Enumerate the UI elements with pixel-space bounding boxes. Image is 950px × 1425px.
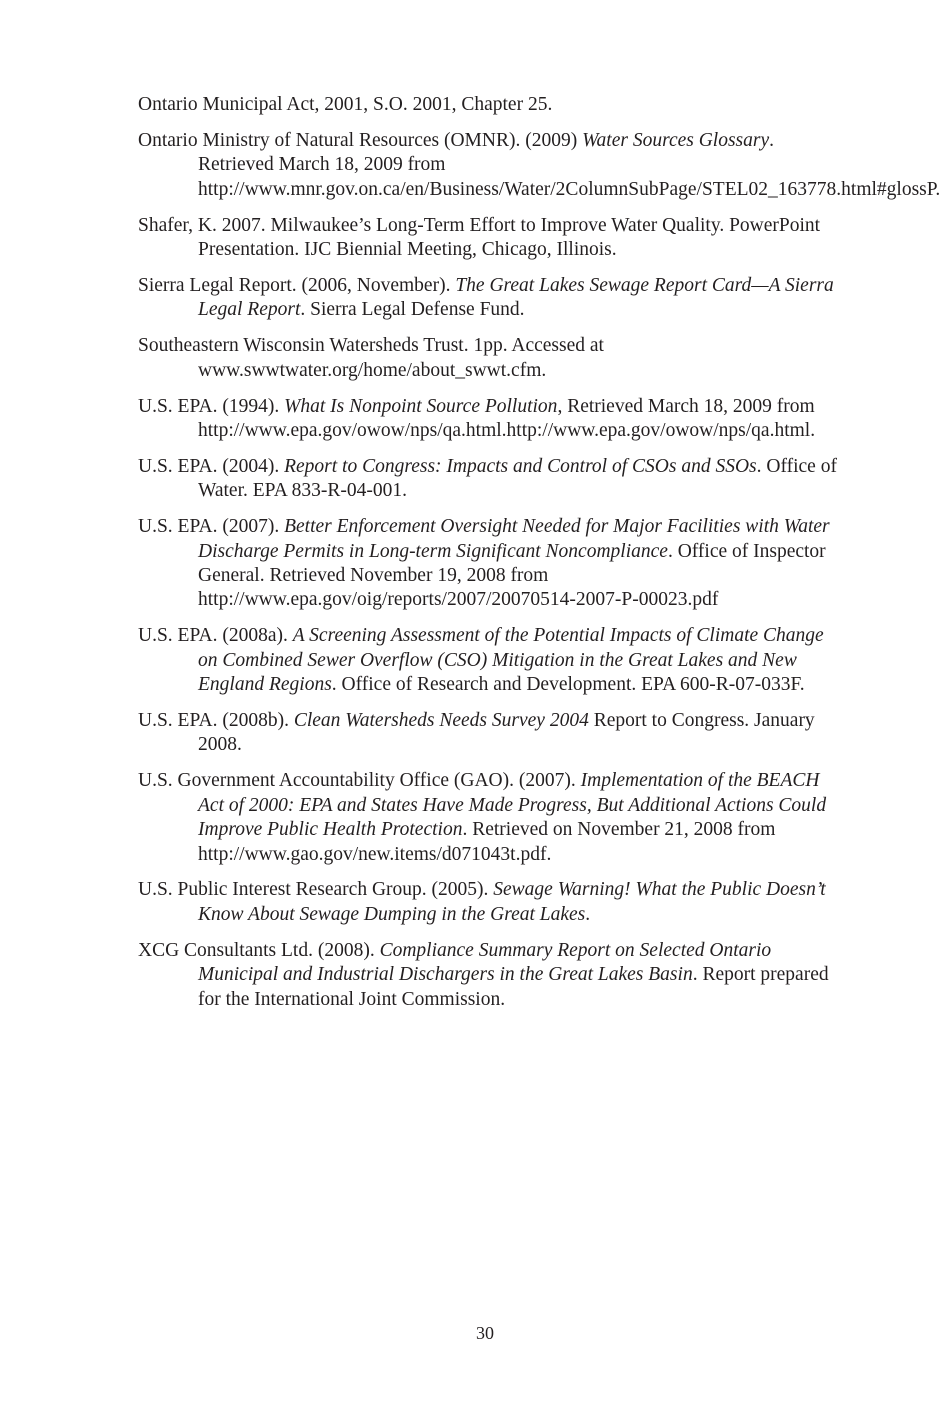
reference-title: Better Enforcement Oversight Needed for Major Facilities with Water Discharge Permits in Long-term Significant Noncompliance — [198, 516, 830, 562]
reference-text: Ontario Municipal Act, 2001, S.O. 2001, Chapter 25. — [138, 94, 553, 115]
reference-title: What Is Nonpoint Source Pollution — [284, 395, 558, 417]
reference-text: U.S. EPA. (2008b). — [138, 710, 294, 732]
reference-text: . Report prepared for the International Joint Commission. — [198, 964, 829, 1010]
reference-entry — [138, 455, 838, 504]
reference-text: . Sierra Legal Defense Fund. — [300, 299, 525, 321]
reference-entry — [138, 769, 838, 867]
reference-entry — [138, 129, 941, 202]
reference-text: , Retrieved March 18, 2009 from http://www.epa.gov/owow/nps/qa.html.http://www.epa.gov/owow/nps/qa.html. — [198, 395, 816, 441]
reference-text: U.S. EPA. (2007). — [138, 516, 285, 538]
reference-text: Southeastern Wisconsin Watersheds Trust. 1pp. Accessed at www.swwtwater.org/home/about_swwt.cfm. — [138, 335, 604, 381]
reference-title: Compliance Summary Report on Selected Ontario Municipal and Industrial Dischargers in the Great Lakes Basin — [198, 939, 772, 986]
reference-entry — [138, 515, 838, 613]
reference-entry — [138, 395, 838, 444]
reference-text: U.S. EPA. (2004). — [138, 455, 285, 477]
reference-title: Water Sources Glossary — [582, 129, 770, 151]
page-number: 30 — [476, 1323, 494, 1343]
reference-text: Sierra Legal Report. (2006, November). — [138, 274, 456, 296]
reference-title: Implementation of the BEACH Act of 2000: EPA and States Have Made Progress, But Additional Actions Could Improve Public Health Protection — [198, 770, 827, 841]
reference-entry — [138, 878, 838, 927]
reference-entry — [138, 334, 838, 383]
reference-title: Clean Watersheds Needs Survey 2004 — [293, 710, 589, 732]
reference-entry — [138, 709, 838, 758]
reference-list — [138, 93, 941, 1024]
reference-entry — [138, 274, 838, 323]
reference-text: . — [585, 903, 591, 925]
reference-entry — [138, 624, 838, 697]
reference-title: The Great Lakes Sewage Report Card—A Sierra Legal Report — [198, 274, 834, 321]
reference-text: U.S. Government Accountability Office (GAO). (2007). — [138, 770, 581, 792]
reference-entry — [138, 939, 838, 1012]
reference-text: U.S. EPA. (2008a). — [138, 625, 293, 647]
reference-text: Shafer, K. 2007. Milwaukee’s Long-Term Effort to Improve Water Quality. PowerPoint Presentation. IJC Biennial Meeting, Chicago, Illinois. — [138, 214, 821, 261]
reference-title: A Screening Assessment of the Potential Impacts of Climate Change on Combined Sewer Overflow (CSO) Mitigation in the Great Lakes and New England Regions — [198, 625, 824, 696]
reference-text: Ontario Ministry of Natural Resources (OMNR). (2009) — [138, 129, 583, 151]
reference-text: . Office of Water. EPA 833-R-04-001. — [198, 455, 837, 502]
reference-text: . Retrieved on November 21, 2008 from http://www.gao.gov/new.items/d071043t.pdf. — [198, 819, 776, 865]
reference-text: U.S. EPA. (1994). — [138, 395, 285, 417]
reference-text: . Office of Research and Development. EPA 600-R-07-033F. — [331, 674, 805, 696]
reference-text: XCG Consultants Ltd. (2008). — [138, 939, 380, 961]
reference-text: . Retrieved March 18, 2009 from http://www.mnr.gov.on.ca/en/Business/Water/2ColumnSubPage/STEL02_163778.html#glossP. — [198, 129, 941, 200]
reference-entry — [138, 93, 838, 117]
reference-text: Report to Congress. January 2008. — [198, 710, 815, 756]
reference-text: U.S. Public Interest Research Group. (2005). — [138, 879, 494, 901]
reference-text: . Office of Inspector General. Retrieved November 19, 2008 from http://www.epa.gov/oig/reports/2007/20070514-2007-P-00023.pdf — [198, 540, 826, 611]
reference-title: Sewage Warning! What the Public Doesn’t Know About Sewage Dumping in the Great Lakes — [198, 879, 826, 925]
reference-title: Report to Congress: Impacts and Control of CSOs and SSOs — [284, 455, 757, 477]
reference-entry — [138, 214, 838, 263]
